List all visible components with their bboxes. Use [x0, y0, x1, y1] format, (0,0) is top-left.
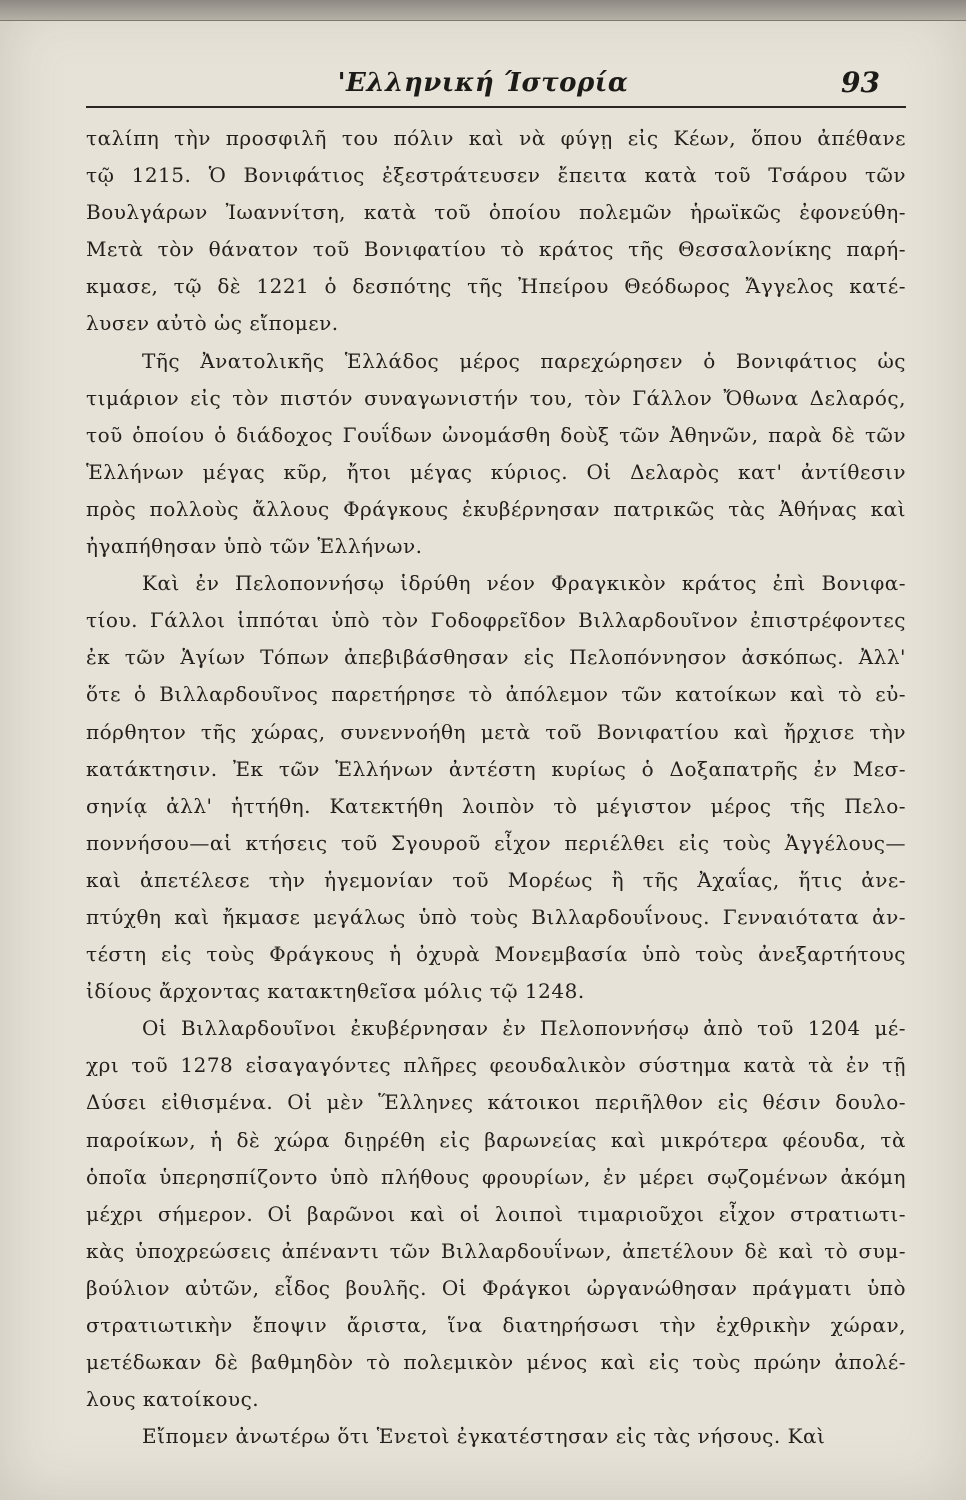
text-line: τῷ 1215. Ὁ Βονιφάτιος ἐξεστράτευσεν ἔπειτα κατὰ τοῦ Τσάρου τῶν [86, 163, 906, 188]
text-line: μετέδωκαν δὲ βαθμηδὸν τὸ πολεμικὸν μένος καὶ εἰς τοὺς πρώην ἀπολέ- [86, 1350, 906, 1375]
text-line: Δύσει εἰθισμένα. Οἱ μὲν Ἕλληνες κάτοικοι περιῆλθον εἰς θέσιν δουλο- [86, 1090, 906, 1115]
text-line: ταλίπη τὴν προσφιλῆ του πόλιν καὶ νὰ φύγῃ εἰς Κέων, ὅπου ἀπέθανε [86, 126, 906, 150]
text-line: καὶ ἀπετέλεσε τὴν ἡγεμονίαν τοῦ Μορέως ἢ τῆς Ἀχαΐας, ἥτις ἀνε- [86, 867, 906, 892]
page-header [0, 62, 966, 110]
header-rule [86, 106, 906, 108]
text-line: κατάκτησιν. Ἐκ τῶν Ἑλλήνων ἀντέστη κυρίως ὁ Δοξαπατρῆς ἐν Μεσ- [86, 756, 906, 781]
text-line: Καὶ ἐν Πελοποννήσῳ ἱδρύθη νέον Φραγκικὸν κράτος ἐπὶ Βονιφα- [142, 571, 906, 596]
text-line: βούλιον αὐτῶν, εἶδος βουλῆς. Οἱ Φράγκοι ὠργανώθησαν πράγματι ὑπὸ [86, 1275, 906, 1300]
page-number: 93 [841, 66, 880, 99]
text-line: πόρθητον τῆς χώρας, συνεννοήθη μετὰ τοῦ Βονιφατίου καὶ ἤρχισε τὴν [86, 719, 906, 744]
text-line: πρὸς πολλοὺς ἄλλους Φράγκους ἐκυβέρνησαν πατρικῶς τὰς Ἀθήνας καὶ [86, 496, 906, 521]
text-line: στρατιωτικὴν ἔποψιν ἄριστα, ἵνα διατηρήσωσι τὴν ἐχθρικὴν χώραν, [86, 1313, 906, 1337]
text-line: ὅτε ὁ Βιλλαρδουῖνος παρετήρησε τὸ ἀπόλεμον τῶν κατοίκων καὶ τὸ εὐ- [86, 682, 906, 707]
text-line: κὰς ὑποχρεώσεις ἀπέναντι τῶν Βιλλαρδουΐνων, ἀπετέλουν δὲ καὶ τὸ συμ- [86, 1238, 906, 1263]
paragraph [86, 343, 906, 566]
text-line: τίου. Γάλλοι ἱππόται ὑπὸ τὸν Γοδοφρεῖδον Βιλλαρδουῖνον ἐπιστρέφοντες [86, 608, 906, 633]
paragraph [86, 1418, 906, 1455]
text-line: Οἱ Βιλλαρδουῖνοι ἐκυβέρνησαν ἐν Πελοποννήσῳ ἀπὸ τοῦ 1204 μέ- [142, 1016, 906, 1041]
text-line: τέστη εἰς τοὺς Φράγκους ἡ ὀχυρὰ Μονεμβασία ὑπὸ τοὺς ἀνεξαρτήτους [86, 942, 906, 967]
text-line: τιμάριον εἰς τὸν πιστόν συναγωνιστήν του, τὸν Γάλλον Ὄθωνα Δελαρός, [86, 385, 906, 410]
paragraph [86, 120, 906, 343]
text-line: λυσεν αὐτὸ ὡς εἴπομεν. [86, 311, 339, 336]
text-line: παροίκων, ἡ δὲ χώρα διῃρέθη εἰς βαρωνείας καὶ μικρότερα φέουδα, τὰ [86, 1127, 906, 1152]
text-line: ἰδίους ἄρχοντας κατακτηθεῖσα μόλις τῷ 1248. [86, 979, 585, 1004]
text-line: σηνίᾳ ἀλλ' ἡττήθη. Κατεκτήθη λοιπὸν τὸ μέγιστον μέρος τῆς Πελο- [86, 793, 906, 818]
page-top-edge [0, 0, 966, 21]
text-line: Εἴπομεν ἀνωτέρω ὅτι Ἑνετοὶ ἐγκατέστησαν εἰς τὰς νήσους. Καὶ [142, 1424, 826, 1449]
text-line: ἐκ τῶν Ἁγίων Τόπων ἀπεβιβάσθησαν εἰς Πελοπόννησον ἀσκόπως. Ἀλλ' [86, 645, 906, 670]
text-line: λους κατοίκους. [86, 1387, 260, 1412]
text-line: ποννήσου—αἱ κτήσεις τοῦ Σγουροῦ εἶχον περιέλθει εἰς τοὺς Ἀγγέλους— [86, 830, 906, 855]
text-line: πτύχθη καὶ ἤκμασε μεγάλως ὑπὸ τοὺς Βιλλαρδουΐνους. Γενναιότατα ἀν- [86, 904, 906, 929]
text-line: Βουλγάρων Ἰωαννίτση, κατὰ τοῦ ὁποίου πολεμῶν ἡρωϊκῶς ἐφονεύθη- [86, 200, 906, 225]
text-line: Ἑλλήνων μέγας κῦρ, ἤτοι μέγας κύριος. Οἱ Δελαρὸς κατ' ἀντίθεσιν [86, 459, 906, 484]
text-line: κμασε, τῷ δὲ 1221 ὁ δεσπότης τῆς Ἠπείρου Θεόδωρος Ἄγγελος κατέ- [86, 274, 906, 299]
paragraph [86, 1010, 906, 1418]
running-title: 'Ελληνική Ίστορία [337, 68, 629, 98]
paragraph [86, 565, 906, 1010]
body-text [86, 120, 906, 1455]
text-line: μέχρι σήμερον. Οἱ βαρῶνοι καὶ οἱ λοιποὶ τιμαριοῦχοι εἶχον στρατιωτι- [86, 1201, 906, 1226]
text-line: ἠγαπήθησαν ὑπὸ τῶν Ἑλλήνων. [86, 534, 423, 559]
text-line: χρι τοῦ 1278 εἰσαγαγόντες πλῆρες φεουδαλικὸν σύστημα κατὰ τὰ ἐν τῇ [86, 1053, 906, 1078]
text-line: Μετὰ τὸν θάνατον τοῦ Βονιφατίου τὸ κράτος τῆς Θεσσαλονίκης παρή- [86, 237, 906, 262]
text-line: ὁποῖα ὑπερησπίζοντο ὑπὸ πλήθους φρουρίων, ἐν μέρει σῳζομένων ἀκόμη [86, 1164, 906, 1189]
text-line: τοῦ ὁποίου ὁ διάδοχος Γουΐδων ὠνομάσθη δοὺξ τῶν Ἀθηνῶν, παρὰ δὲ τῶν [86, 422, 906, 447]
text-line: Τῆς Ἀνατολικῆς Ἑλλάδος μέρος παρεχώρησεν ὁ Βονιφάτιος ὡς [142, 348, 906, 373]
